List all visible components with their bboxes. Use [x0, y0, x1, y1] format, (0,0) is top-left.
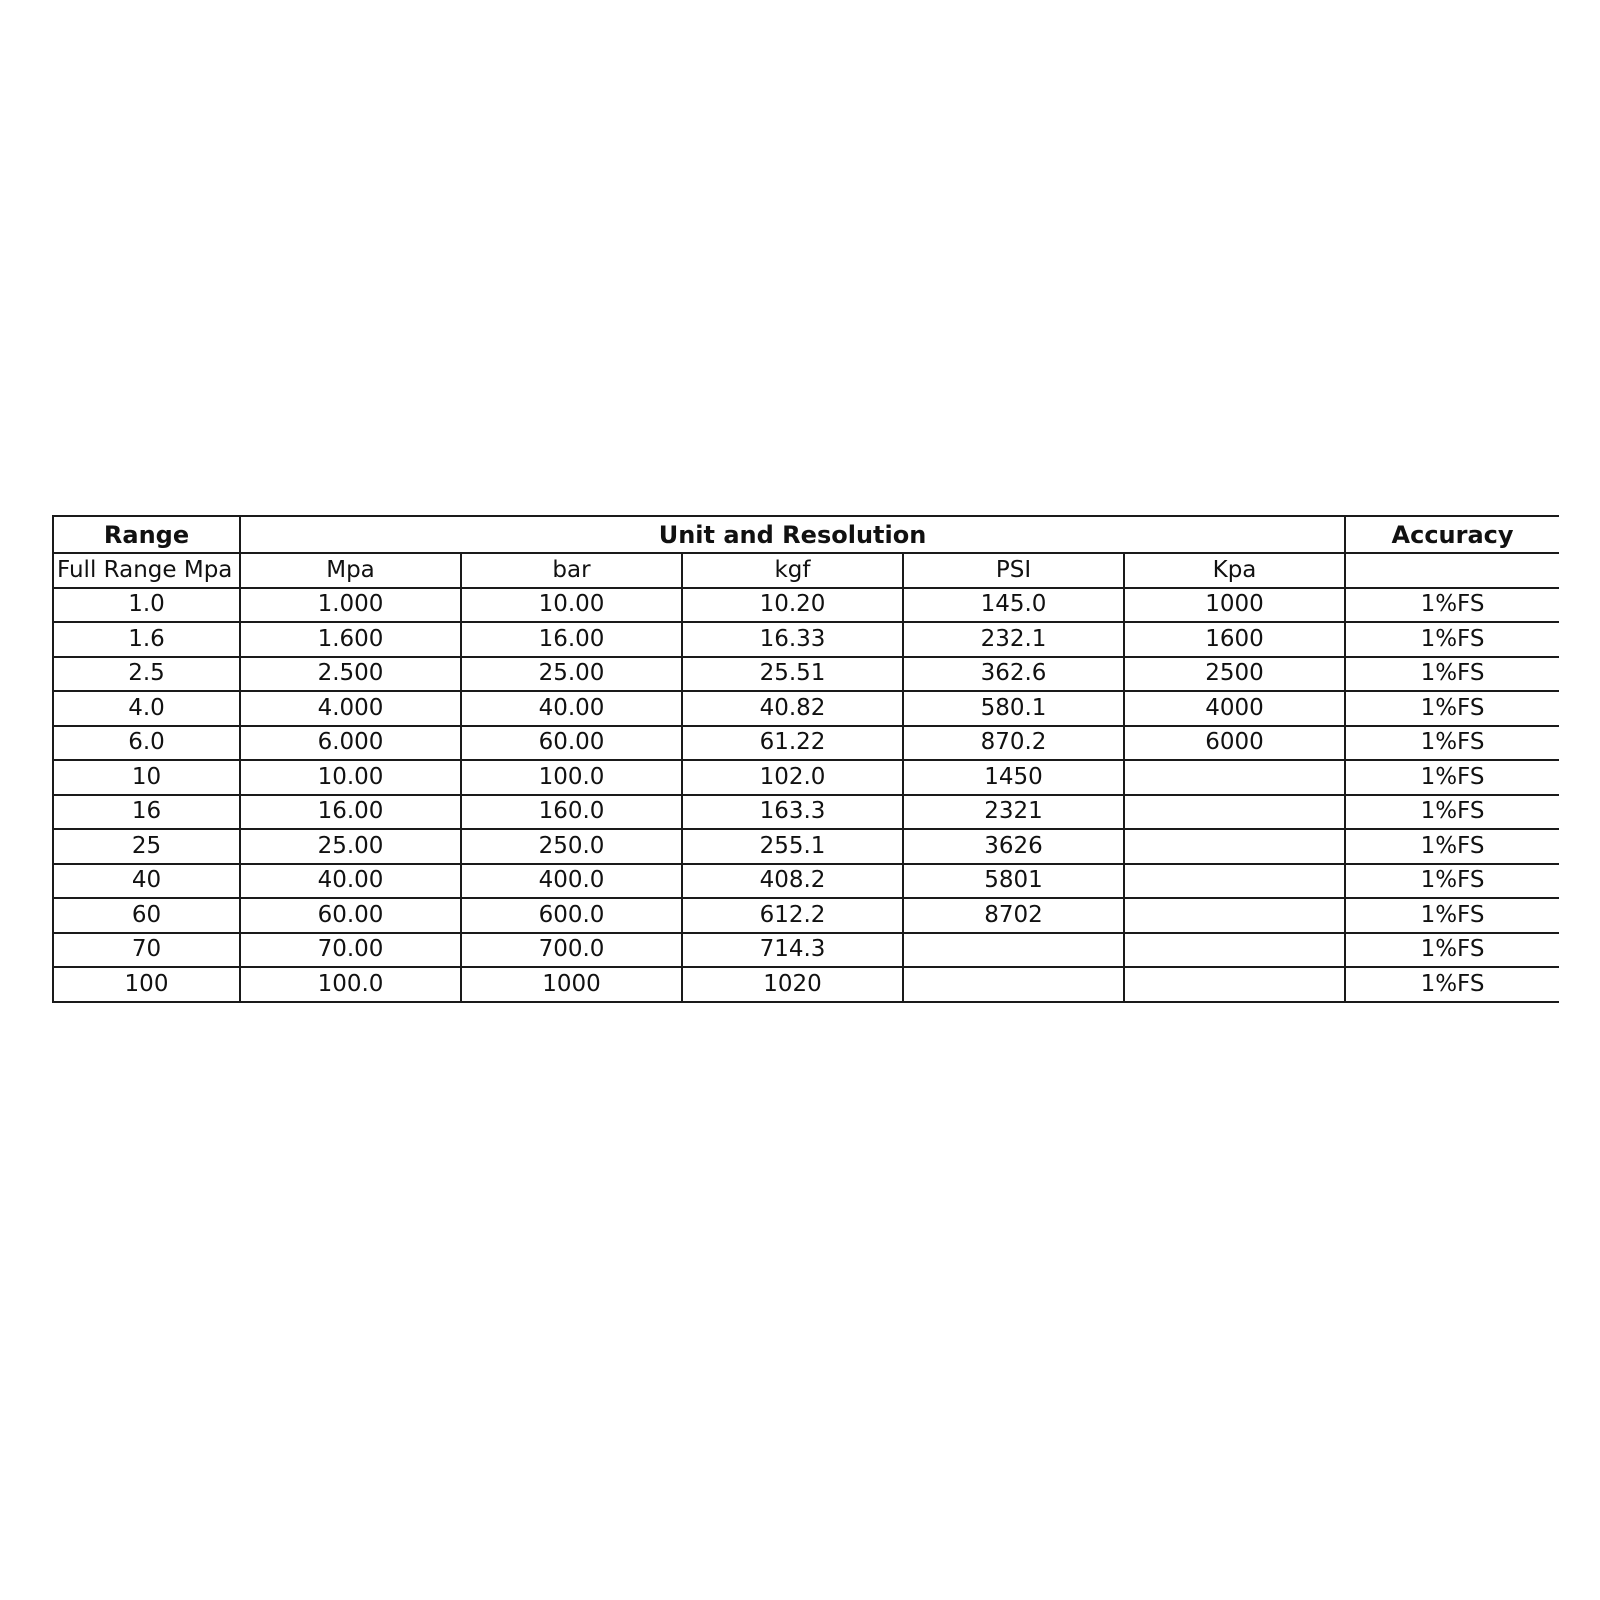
range-header: Range [53, 516, 240, 553]
cell-kgf: 10.20 [682, 588, 903, 623]
cell-mpa: 70.00 [240, 933, 461, 968]
cell-mpa: 100.0 [240, 967, 461, 1002]
pressure-range-table [52, 515, 1559, 1003]
cell-accuracy: 1%FS [1345, 760, 1559, 795]
cell-kgf: 714.3 [682, 933, 903, 968]
unit-and-resolution-header: Unit and Resolution [240, 516, 1345, 553]
cell-kpa: 2500 [1124, 657, 1345, 692]
cell-bar: 40.00 [461, 691, 682, 726]
group-header-row [53, 516, 1559, 553]
cell-kpa [1124, 967, 1345, 1002]
cell-psi: 1450 [903, 760, 1124, 795]
cell-kpa [1124, 795, 1345, 830]
cell-range: 25 [53, 829, 240, 864]
cell-bar: 16.00 [461, 622, 682, 657]
cell-psi: 2321 [903, 795, 1124, 830]
cell-kpa: 4000 [1124, 691, 1345, 726]
cell-accuracy: 1%FS [1345, 795, 1559, 830]
table-row [53, 657, 1559, 692]
cell-range: 70 [53, 933, 240, 968]
accuracy-unit-header [1345, 553, 1559, 588]
cell-mpa: 16.00 [240, 795, 461, 830]
table-row [53, 622, 1559, 657]
cell-range: 40 [53, 864, 240, 899]
cell-kgf: 25.51 [682, 657, 903, 692]
table-row [53, 588, 1559, 623]
table-row [53, 726, 1559, 761]
table-body [53, 516, 1559, 1002]
cell-psi: 870.2 [903, 726, 1124, 761]
cell-range: 100 [53, 967, 240, 1002]
cell-bar: 160.0 [461, 795, 682, 830]
cell-kgf: 1020 [682, 967, 903, 1002]
accuracy-header: Accuracy [1345, 516, 1559, 553]
cell-accuracy: 1%FS [1345, 864, 1559, 899]
cell-psi: 232.1 [903, 622, 1124, 657]
cell-kpa: 6000 [1124, 726, 1345, 761]
mpa-header: Mpa [240, 553, 461, 588]
cell-kpa: 1600 [1124, 622, 1345, 657]
cell-mpa: 1.000 [240, 588, 461, 623]
cell-kgf: 16.33 [682, 622, 903, 657]
cell-bar: 600.0 [461, 898, 682, 933]
cell-bar: 700.0 [461, 933, 682, 968]
cell-mpa: 6.000 [240, 726, 461, 761]
cell-psi: 3626 [903, 829, 1124, 864]
cell-accuracy: 1%FS [1345, 726, 1559, 761]
cell-kgf: 255.1 [682, 829, 903, 864]
table-row [53, 898, 1559, 933]
cell-mpa: 60.00 [240, 898, 461, 933]
table-row [53, 967, 1559, 1002]
cell-psi [903, 933, 1124, 968]
cell-accuracy: 1%FS [1345, 898, 1559, 933]
cell-range: 4.0 [53, 691, 240, 726]
cell-accuracy: 1%FS [1345, 588, 1559, 623]
cell-kgf: 408.2 [682, 864, 903, 899]
cell-accuracy: 1%FS [1345, 691, 1559, 726]
cell-range: 60 [53, 898, 240, 933]
cell-mpa: 4.000 [240, 691, 461, 726]
kpa-header: Kpa [1124, 553, 1345, 588]
kgf-header: kgf [682, 553, 903, 588]
cell-accuracy: 1%FS [1345, 622, 1559, 657]
cell-kpa [1124, 829, 1345, 864]
cell-accuracy: 1%FS [1345, 967, 1559, 1002]
table-row [53, 829, 1559, 864]
cell-kpa [1124, 933, 1345, 968]
cell-range: 10 [53, 760, 240, 795]
cell-kgf: 163.3 [682, 795, 903, 830]
cell-mpa: 1.600 [240, 622, 461, 657]
unit-header-row [53, 553, 1559, 588]
cell-psi: 8702 [903, 898, 1124, 933]
cell-accuracy: 1%FS [1345, 657, 1559, 692]
cell-range: 2.5 [53, 657, 240, 692]
cell-kpa: 1000 [1124, 588, 1345, 623]
full-range-header: Full Range Mpa [53, 553, 240, 588]
table-row [53, 691, 1559, 726]
table-row [53, 760, 1559, 795]
cell-kgf: 40.82 [682, 691, 903, 726]
cell-kgf: 612.2 [682, 898, 903, 933]
cell-range: 1.0 [53, 588, 240, 623]
cell-psi: 580.1 [903, 691, 1124, 726]
cell-accuracy: 1%FS [1345, 829, 1559, 864]
cell-mpa: 2.500 [240, 657, 461, 692]
cell-kpa [1124, 864, 1345, 899]
cell-kpa [1124, 760, 1345, 795]
table-row [53, 864, 1559, 899]
cell-kpa [1124, 898, 1345, 933]
cell-bar: 60.00 [461, 726, 682, 761]
cell-psi: 5801 [903, 864, 1124, 899]
cell-mpa: 10.00 [240, 760, 461, 795]
cell-psi: 362.6 [903, 657, 1124, 692]
psi-header: PSI [903, 553, 1124, 588]
cell-bar: 400.0 [461, 864, 682, 899]
cell-range: 16 [53, 795, 240, 830]
table-row [53, 795, 1559, 830]
cell-kgf: 102.0 [682, 760, 903, 795]
bar-header: bar [461, 553, 682, 588]
cell-mpa: 40.00 [240, 864, 461, 899]
cell-bar: 1000 [461, 967, 682, 1002]
cell-psi: 145.0 [903, 588, 1124, 623]
cell-kgf: 61.22 [682, 726, 903, 761]
cell-range: 6.0 [53, 726, 240, 761]
spec-sheet [52, 515, 1558, 1003]
table-row [53, 933, 1559, 968]
cell-bar: 250.0 [461, 829, 682, 864]
cell-range: 1.6 [53, 622, 240, 657]
cell-bar: 25.00 [461, 657, 682, 692]
cell-psi [903, 967, 1124, 1002]
cell-accuracy: 1%FS [1345, 933, 1559, 968]
cell-bar: 100.0 [461, 760, 682, 795]
cell-mpa: 25.00 [240, 829, 461, 864]
cell-bar: 10.00 [461, 588, 682, 623]
